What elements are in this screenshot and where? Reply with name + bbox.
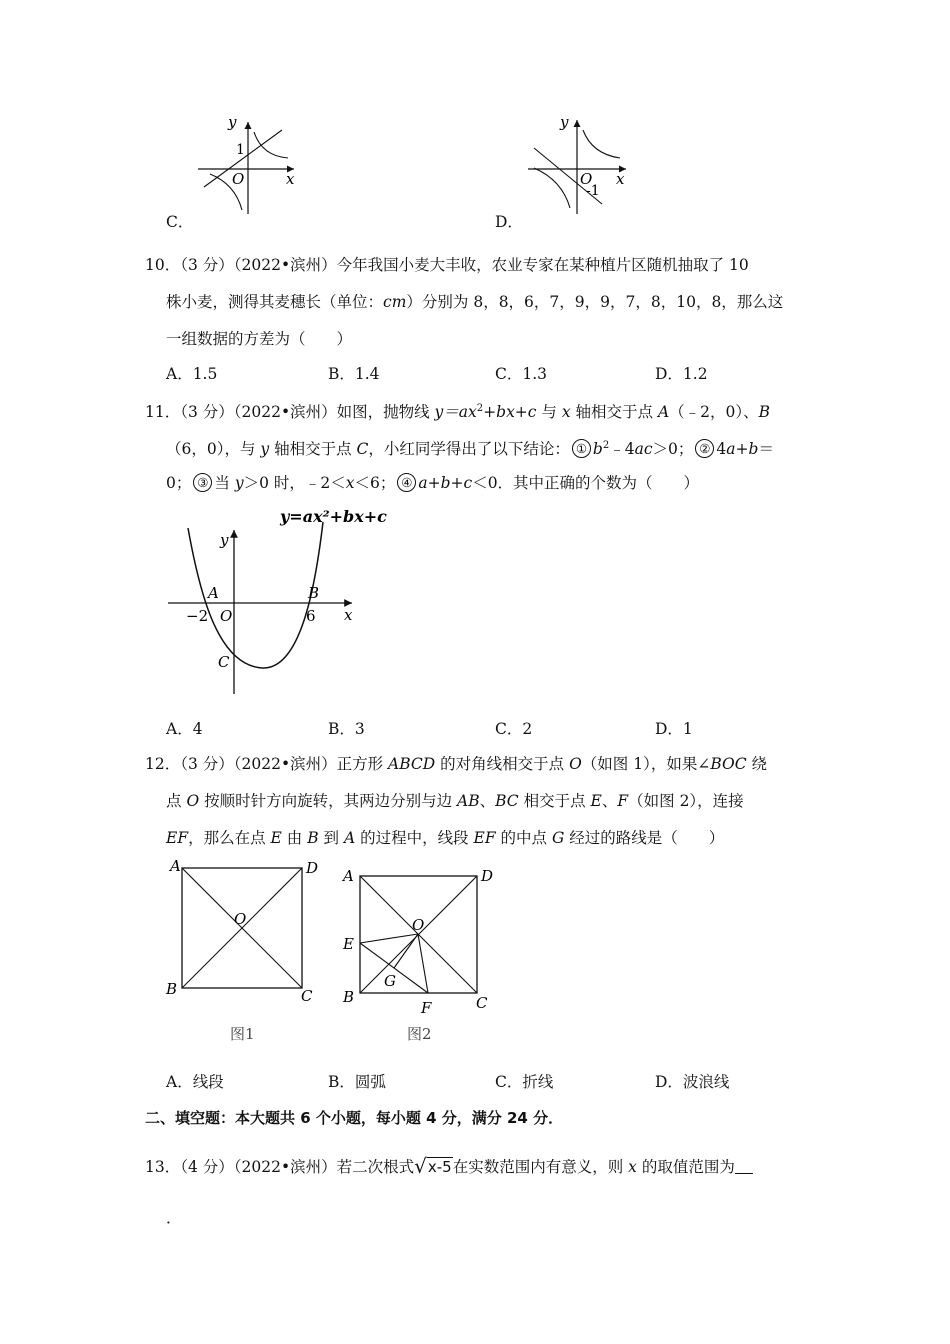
q12-option-a[interactable]: A．线段	[166, 1073, 224, 1091]
q10-option-d[interactable]: D．1.2	[655, 365, 708, 383]
circled-3: ③	[193, 473, 212, 492]
q10-line-3: 一组数据的方差为（ ）	[166, 330, 353, 348]
tick-6: 6	[306, 607, 316, 625]
q11-option-b[interactable]: B．3	[328, 720, 365, 738]
q11-line-2: （6，0），与 y 轴相交于点 C，小红同学得出了以下结论： ① $b^2﹣4ac>0$； ② 4a+b＝	[166, 440, 774, 459]
q9-option-c[interactable]: C．	[166, 213, 194, 231]
q11-line-1: 11．（3 分）（2022•滨州）如图，抛物线 $y=ax^2+bx+c$ 与 x 轴相交于点 A（﹣2，0）、B	[145, 403, 771, 422]
q10-line-1: 10．（3 分）（2022•滨州）今年我国小麦大丰收，农业专家在某种植片区随机抽取了 10	[145, 256, 749, 274]
segment-oe	[360, 934, 418, 943]
label-d: D	[481, 867, 494, 885]
circled-2: ②	[695, 439, 714, 458]
q12-option-b[interactable]: B．圆弧	[328, 1073, 386, 1091]
label-g: G	[384, 972, 396, 990]
q11-option-d[interactable]: D．1	[655, 720, 693, 738]
label-f: F	[421, 999, 432, 1017]
q12-option-d[interactable]: D．波浪线	[655, 1073, 730, 1091]
label-a: A	[343, 867, 354, 885]
q12-line-2: 点 O 按顺时针方向旋转，其两边分别与边 AB、BC 相交于点 E、F（如图 2），连接	[166, 792, 744, 810]
circled-1: ①	[572, 439, 591, 458]
q11-line-3: 0； ③ 当 y＞0 时，﹣2＜x＜6； ④ a+b+c＜0．其中正确的个数为（ ）	[166, 474, 700, 492]
origin-label: O	[232, 170, 245, 188]
q13-line-2: ．	[166, 1209, 182, 1227]
q10-option-c[interactable]: C．1.3	[495, 365, 548, 383]
label-a: A	[170, 857, 181, 875]
intercept-label: 1	[236, 142, 245, 158]
circled-4: ④	[397, 473, 416, 492]
point-c-label: C	[218, 653, 230, 671]
x-label: x	[344, 606, 353, 624]
q10-option-a[interactable]: A．1.5	[166, 365, 218, 383]
q12-line-3: EF，那么在点 E 由 B 到 A 的过程中，线段 EF 的中点 G 经过的路线是（ ）	[166, 829, 725, 847]
q11-option-a[interactable]: A．4	[166, 720, 203, 738]
label-o: O	[234, 910, 247, 928]
origin-label: O	[580, 170, 593, 188]
function-label: y=ax²+bx+c	[280, 507, 387, 526]
q12-line-1: 12．（3 分）（2022•滨州）正方形 ABCD 的对角线相交于点 O（如图 1），如果∠BOC 绕	[145, 755, 767, 773]
q12-figure-2	[335, 860, 505, 1052]
hyperbola-branch-2	[534, 168, 570, 208]
label-c: C	[476, 994, 488, 1012]
hyperbola-branch-1	[583, 130, 620, 158]
segment-og	[394, 934, 418, 968]
radical-sign: √	[414, 1154, 427, 1178]
q12-figure-1	[160, 852, 330, 1052]
y-label: y	[560, 113, 569, 131]
figure-2-caption: 图2	[407, 1025, 432, 1043]
q10-option-b[interactable]: B．1.4	[328, 365, 380, 383]
x-label: x	[616, 170, 625, 188]
q9-option-d[interactable]: D．	[495, 213, 523, 231]
origin-label: O	[220, 607, 233, 625]
section-2-title: 二、填空题：本大题共 6 个小题，每小题 4 分，满分 24 分．	[145, 1109, 564, 1127]
label-b: B	[166, 980, 178, 998]
label-o: O	[412, 916, 425, 934]
y-label: y	[220, 531, 229, 549]
tick-neg2: −2	[186, 607, 209, 625]
label-b: B	[343, 988, 355, 1006]
radicand: x-5	[427, 1158, 452, 1176]
q13-line-1: 13．（4 分）（2022•滨州）若二次根式√x-5在实数范围内有意义，则 x 的取值范围为	[145, 1156, 753, 1177]
q10-line-2: 株小麦，测得其麦穗长（单位：cm）分别为 8，8，6，7，9，9，7，8，10，8，那么这	[166, 293, 784, 311]
x-label: x	[286, 170, 295, 188]
q11-option-c[interactable]: C．2	[495, 720, 533, 738]
y-label: y	[228, 113, 237, 131]
q9-graph-c	[190, 112, 300, 217]
q12-option-c[interactable]: C．折线	[495, 1073, 554, 1091]
label-e: E	[343, 935, 354, 953]
q11-parabola-graph	[160, 500, 400, 700]
point-b-label: B	[308, 584, 320, 602]
figure-1-caption: 图1	[230, 1025, 255, 1043]
hyperbola-branch-1	[254, 132, 288, 158]
intercept-label: -1	[586, 183, 600, 199]
point-a-label: A	[208, 584, 219, 602]
q9-graph-d	[520, 112, 632, 217]
label-c: C	[301, 987, 313, 1005]
label-d: D	[306, 859, 319, 877]
answer-blank[interactable]	[735, 1159, 753, 1174]
